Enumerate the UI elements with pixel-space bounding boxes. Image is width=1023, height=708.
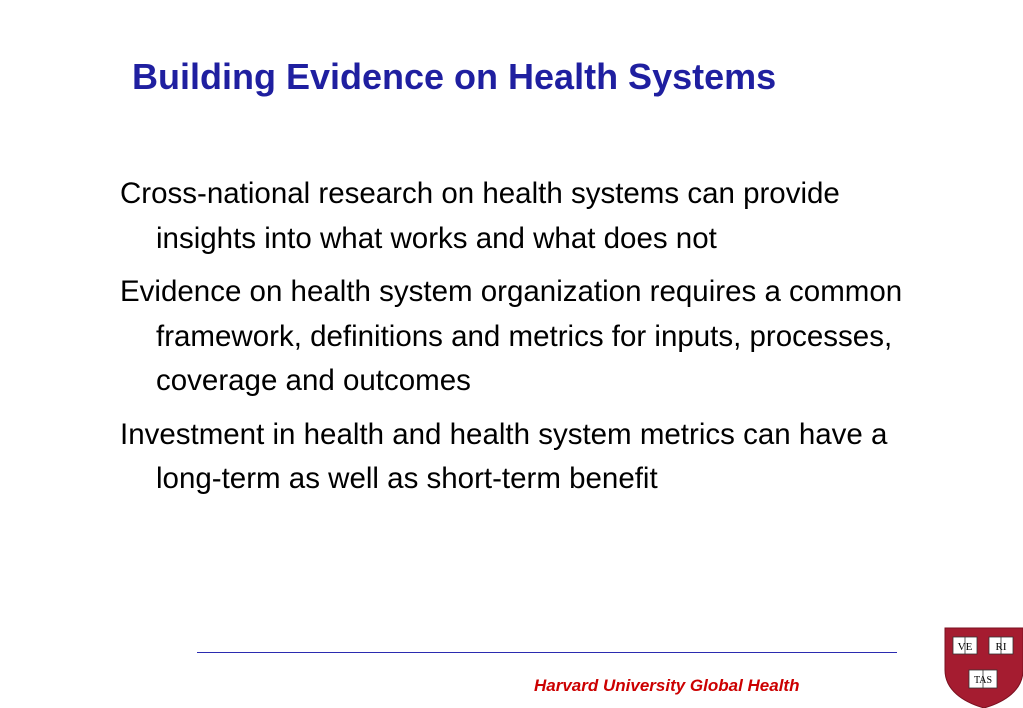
motto-ve: VE <box>957 641 973 653</box>
bullet-item: Evidence on health system organization requires a common framework, definitions and metrics for inputs, processes, coverage and outcomes <box>120 275 903 397</box>
bullet-item: Cross-national research on health systems can provide insights into what works and what does not <box>120 177 840 255</box>
footer-divider <box>197 652 897 653</box>
motto-tas: TAS <box>973 675 993 686</box>
footer-text: Harvard University Global Health <box>534 676 800 695</box>
slide-title: Building Evidence on Health Systems <box>132 56 777 97</box>
motto-ri: RI <box>995 641 1007 653</box>
harvard-shield-icon <box>943 626 1023 708</box>
bullet-item: Investment in health and health system metrics can have a long-term as well as short-term benefit <box>120 417 888 495</box>
bullet-list <box>120 172 935 511</box>
